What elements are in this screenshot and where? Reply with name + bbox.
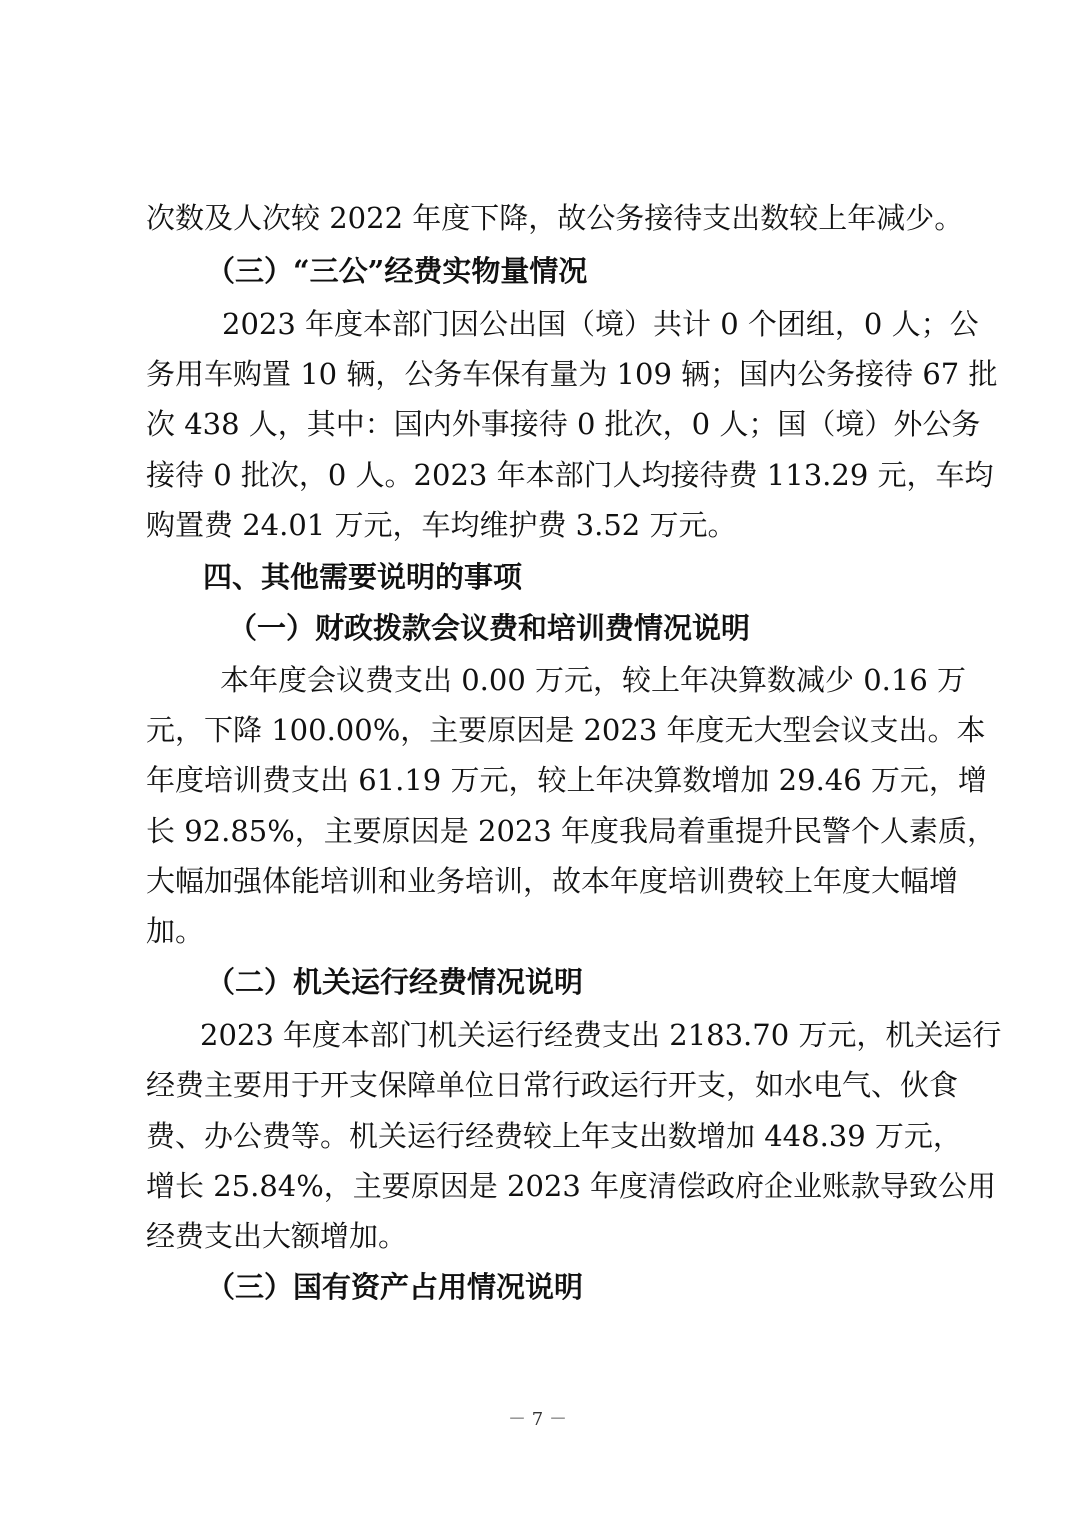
paragraph-line: 购置费 24.01 万元，车均维护费 3.52 万元。 [146,508,737,542]
paragraph-line: 次数及人次较 2022 年度下降，故公务接待支出数较上年减少。 [146,201,964,235]
paragraph-line: 2023 年度本部门机关运行经费支出 2183.70 万元，机关运行 [200,1018,1002,1052]
paragraph-line: 次 438 人，其中：国内外事接待 0 批次，0 人；国（境）外公务 [146,407,981,441]
paragraph-line: 接待 0 批次，0 人。2023 年本部门人均接待费 113.29 元，车均 [146,458,994,492]
section-heading: （一）财政拨款会议费和培训费情况说明 [228,611,751,645]
paragraph-line: 年度培训费支出 61.19 万元，较上年决算数增加 29.46 万元，增 [146,763,987,797]
paragraph-line: 长 92.85%，主要原因是 2023 年度我局着重提升民警个人素质， [146,814,997,848]
paragraph-line: 元，下降 100.00%，主要原因是 2023 年度无大型会议支出。本 [146,713,986,747]
paragraph-line: 经费支出大额增加。 [146,1219,408,1253]
chapter-heading: 四、其他需要说明的事项 [203,560,523,594]
paragraph-line: 务用车购置 10 辆，公务车保有量为 109 辆；国内公务接待 67 批 [146,357,998,391]
paragraph-line: 本年度会议费支出 0.00 万元，较上年决算数减少 0.16 万 [220,663,967,697]
paragraph-line: 经费主要用于开支保障单位日常行政运行开支，如水电气、伙食 [146,1068,959,1102]
section-heading: （三）国有资产占用情况说明 [206,1270,584,1304]
page-number: － 7 － [508,1409,567,1430]
section-heading: （二）机关运行经费情况说明 [206,965,584,999]
paragraph-line: 大幅加强体能培训和业务培训，故本年度培训费较上年度大幅增 [146,864,959,898]
paragraph-line: 加。 [146,914,205,948]
section-heading: （三）“三公”经费实物量情况 [206,254,588,288]
paragraph-line: 费、办公费等。机关运行经费较上年支出数增加 448.39 万元， [146,1119,962,1153]
paragraph-line: 2023 年度本部门因公出国（境）共计 0 个团组，0 人；公 [222,307,979,341]
paragraph-line: 增长 25.84%，主要原因是 2023 年度清偿政府企业账款导致公用 [146,1169,997,1203]
